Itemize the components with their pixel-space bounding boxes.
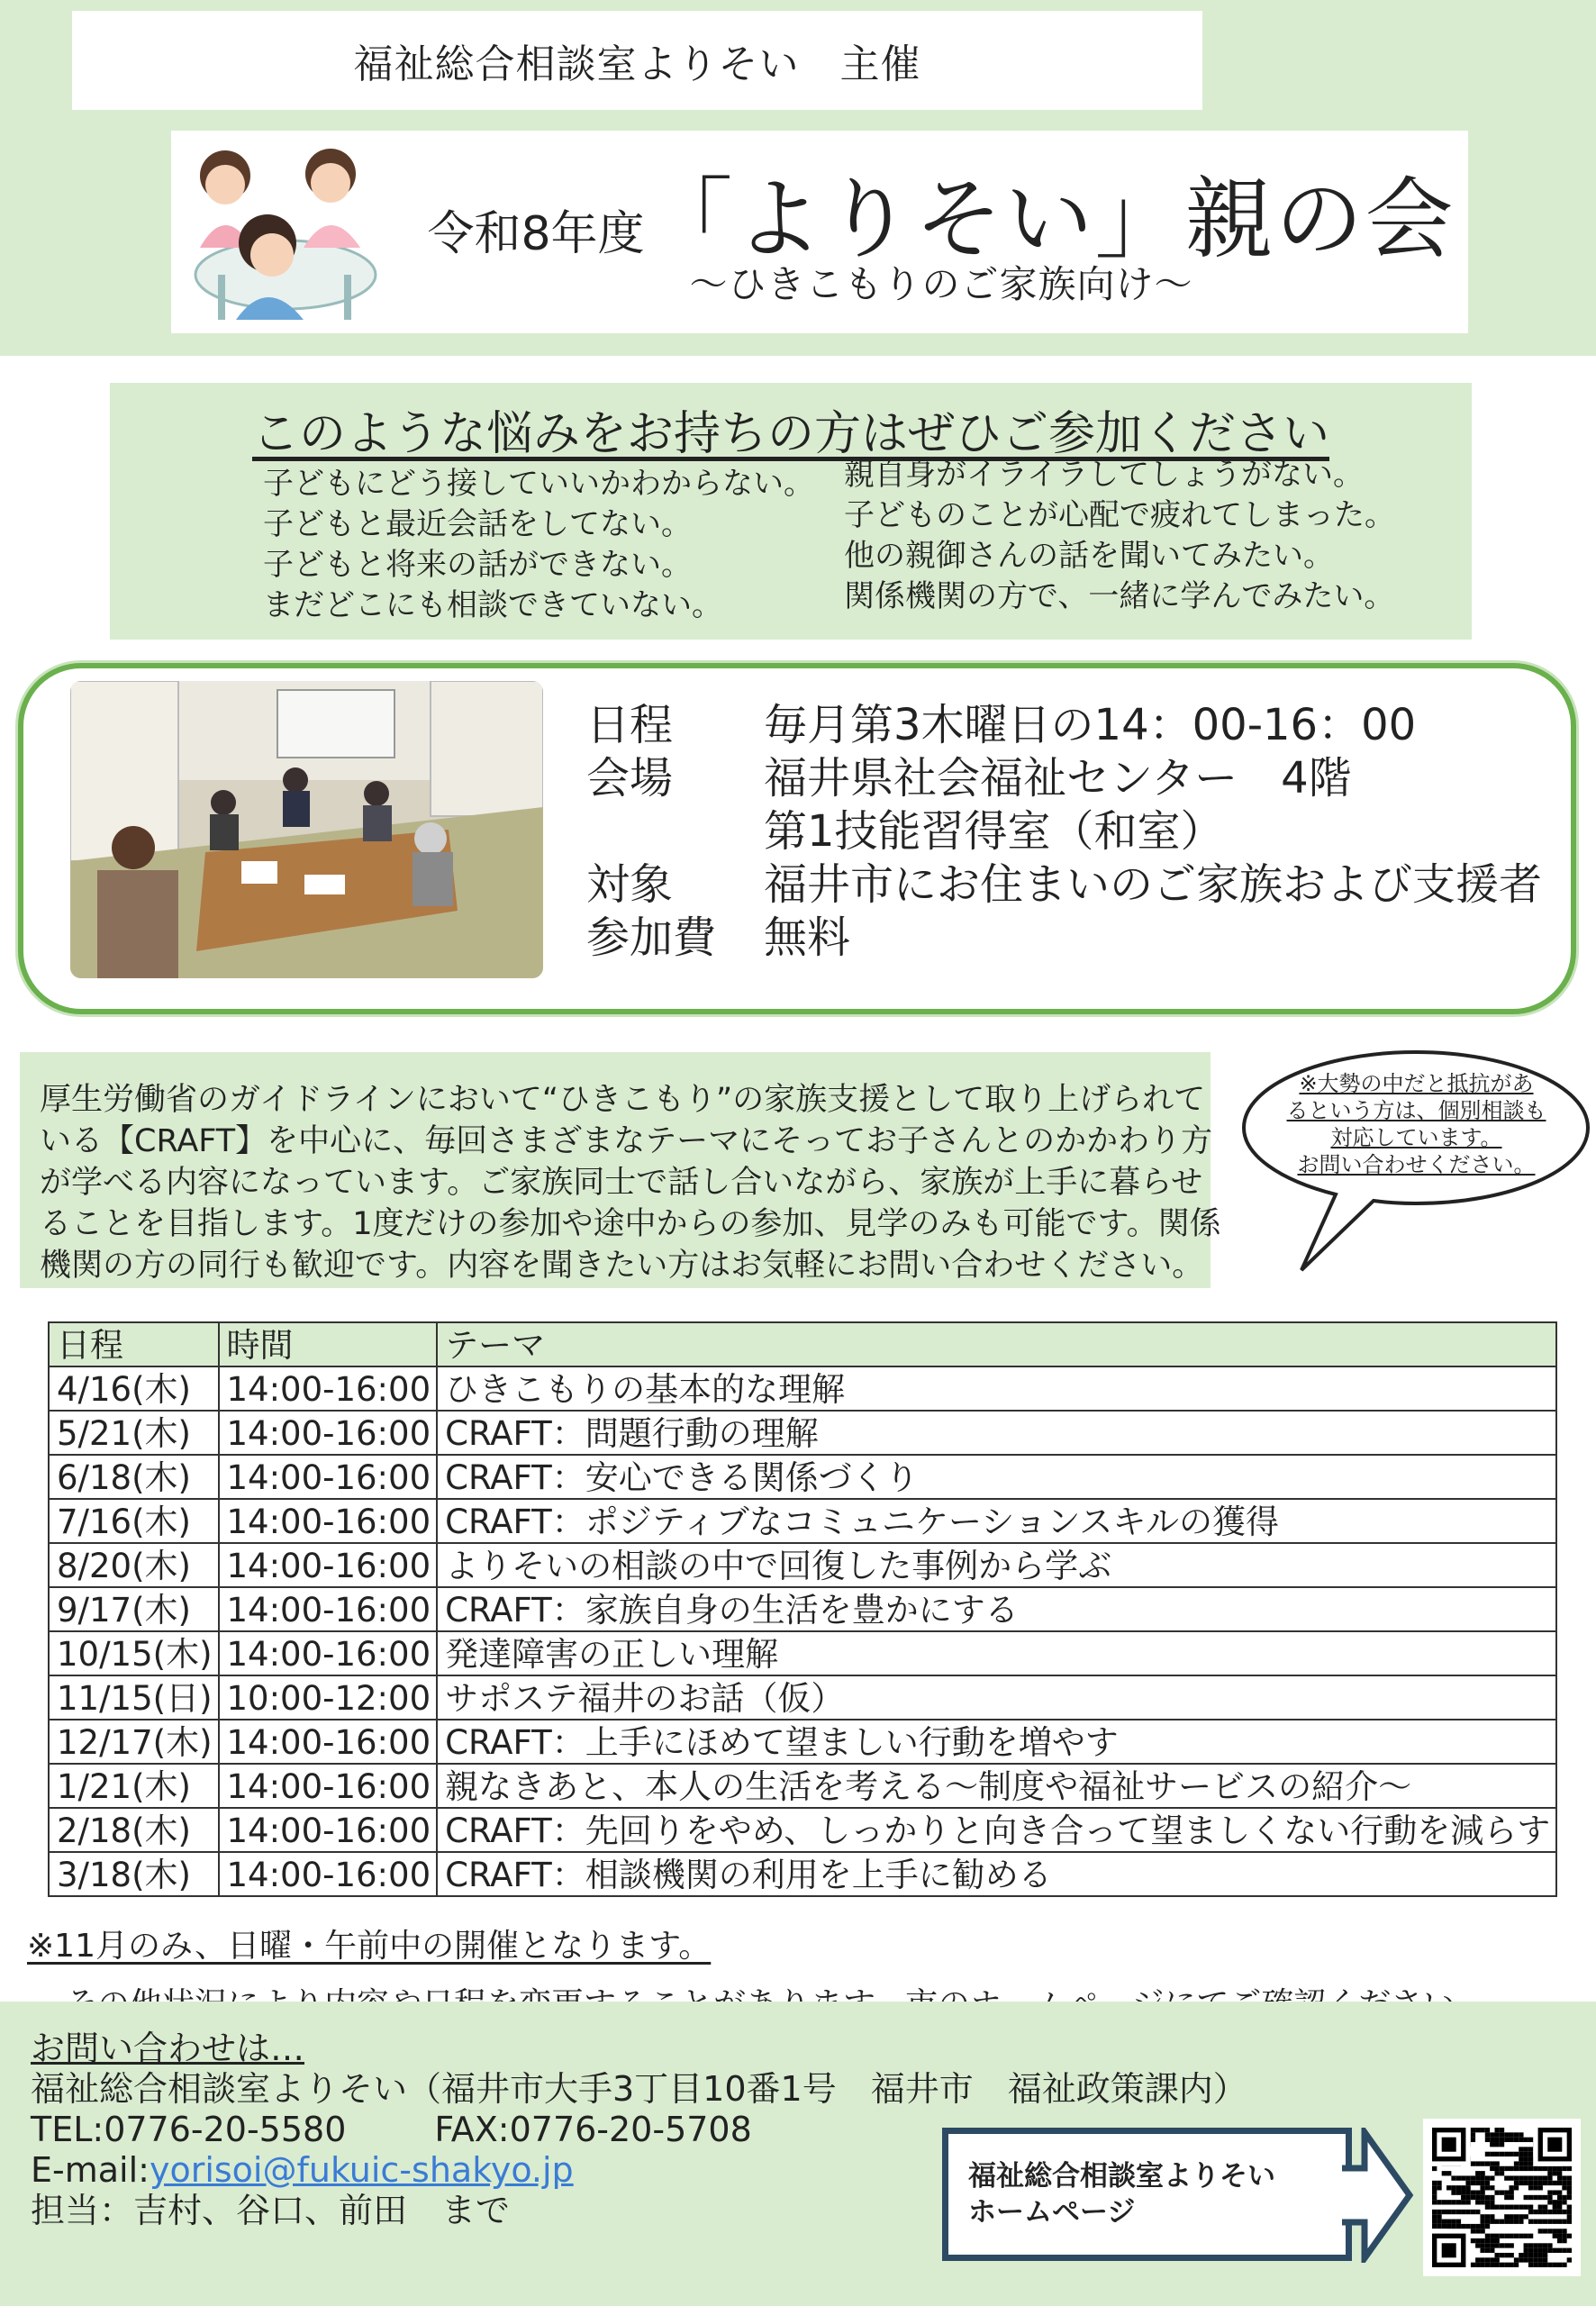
meeting-photo (70, 681, 543, 978)
bubble-text (1238, 1045, 1594, 1203)
cell-theme: CRAFT：問題行動の理解 (437, 1411, 1556, 1455)
contact-heading: お問い合わせは… (31, 2029, 305, 2068)
cell-time: 14:00-16:00 (219, 1499, 438, 1543)
description-line: いる【CRAFT】を中心に、毎回さまざまなテーマにそってお子さんとのかかわり方 (40, 1123, 1213, 1159)
description-line: 厚生労働省のガイドラインにおいて“ひきこもり”の家族支援として取り上げられて (40, 1082, 1206, 1118)
table-row (49, 1631, 1556, 1675)
email-label: E-mail: (31, 2150, 150, 2190)
host-text: 福祉総合相談室よりそい 主催 (353, 41, 921, 87)
cell-time: 14:00-16:00 (219, 1455, 438, 1499)
title-year: 令和8年度 (427, 207, 645, 261)
worries-heading: このような悩みをお持ちの方はぜひご参加ください (251, 407, 1329, 461)
schedule-table (48, 1321, 1557, 1897)
event-subtitle: ～ひきこもりのご家族向け～ (689, 262, 1193, 306)
event-info-box (18, 663, 1576, 1014)
table-row (49, 1587, 1556, 1631)
schedule-value: 毎月第3木曜日の14：00-16：00 (764, 700, 1417, 750)
cell-theme: サポステ福井のお話（仮） (437, 1675, 1556, 1720)
family-illustration-icon (182, 140, 380, 324)
venue-value: 福井県社会福祉センター 4階 (764, 753, 1352, 803)
cell-time: 14:00-16:00 (219, 1587, 438, 1631)
cell-date: 7/16(木) (49, 1499, 219, 1543)
worry-item: 他の親御さんの話を聞いてみたい。 (844, 538, 1334, 574)
table-row (49, 1543, 1556, 1587)
cell-time: 14:00-16:00 (219, 1411, 438, 1455)
table-row (49, 1411, 1556, 1455)
note-november: ※11月のみ、日曜・午前中の開催となります。 (27, 1928, 712, 1965)
table-row (49, 1366, 1556, 1411)
fee-value: 無料 (764, 912, 851, 963)
cell-date: 6/18(木) (49, 1455, 219, 1499)
bubble-line: 対応しています。 (1330, 1124, 1502, 1150)
cell-time: 14:00-16:00 (219, 1631, 438, 1675)
title-name: 「よりそい」親の会 (644, 168, 1455, 271)
contact-org: 福祉総合相談室よりそい（福井市大手3丁目10番1号 福井市 福祉政策課内） (31, 2069, 1247, 2109)
venue-room-value: 第1技能習得室（和室） (764, 806, 1224, 857)
worry-item: まだどこにも相談できていない。 (263, 587, 722, 623)
fee-label: 参加費 (586, 912, 717, 963)
detail-schedule (586, 699, 1542, 752)
header-time: 時間 (219, 1322, 438, 1366)
table-row (49, 1675, 1556, 1720)
worry-item: 子どもと将来の話ができない。 (263, 547, 692, 583)
table-row (49, 1852, 1556, 1896)
description-line: ることを目指します。1度だけの参加や途中からの参加、見学のみも可能です。関係 (40, 1206, 1221, 1242)
bubble-line: るという方は、個別相談も (1286, 1097, 1546, 1123)
description-line: 機関の方の同行も歓迎です。内容を聞きたい方はお気軽にお問い合わせください。 (40, 1248, 1204, 1284)
speech-bubble (1238, 1045, 1594, 1281)
cell-date: 11/15(日) (49, 1675, 219, 1720)
header-date: 日程 (49, 1322, 219, 1366)
cell-time: 14:00-16:00 (219, 1366, 438, 1411)
detail-fee (586, 912, 1542, 965)
cell-date: 12/17(木) (49, 1720, 219, 1764)
target-label: 対象 (586, 859, 674, 910)
worries-left-list (263, 464, 814, 626)
cell-theme: よりそいの相談の中で回復した事例から学ぶ (437, 1543, 1556, 1587)
contact-fax: FAX:0776-20-5708 (434, 2110, 752, 2149)
worry-item: 関係機関の方で、一緒に学んでみたい。 (844, 578, 1395, 614)
arrow-right-icon (1342, 2128, 1414, 2263)
title-box (171, 131, 1468, 333)
cell-date: 8/20(木) (49, 1543, 219, 1587)
cell-date: 1/21(木) (49, 1764, 219, 1808)
bubble-line: お問い合わせください。 (1297, 1151, 1536, 1177)
cell-date: 10/15(木) (49, 1631, 219, 1675)
cell-time: 14:00-16:00 (219, 1852, 438, 1896)
homepage-line: 福祉総合相談室よりそい (968, 2160, 1275, 2193)
cell-date: 5/21(木) (49, 1411, 219, 1455)
table-row (49, 1499, 1556, 1543)
cell-theme: CRAFT：相談機関の利用を上手に勧める (437, 1852, 1556, 1896)
table-row (49, 1455, 1556, 1499)
table-row (49, 1808, 1556, 1852)
worry-item: 子どもと最近会話をしてない。 (263, 506, 692, 542)
table-row (49, 1720, 1556, 1764)
email-link[interactable]: yorisoi@fukuic-shakyo.jp (149, 2150, 574, 2190)
contact-section (0, 2002, 1596, 2306)
cell-time: 14:00-16:00 (219, 1720, 438, 1764)
cell-time: 14:00-16:00 (219, 1808, 438, 1852)
target-value: 福井市にお住まいのご家族および支援者 (764, 859, 1543, 910)
worry-item: 親自身がイライラしてしょうがない。 (844, 457, 1364, 493)
bubble-line: ※大勢の中だと抵抗があ (1299, 1070, 1534, 1096)
host-label (72, 11, 1202, 110)
qr-code-icon (1432, 2128, 1572, 2267)
worries-section (110, 383, 1472, 640)
contact-tel: TEL:0776-20-5580 (31, 2110, 347, 2149)
detail-venue-room (586, 805, 1542, 858)
cell-theme: ひきこもりの基本的な理解 (437, 1366, 1556, 1411)
table-row (49, 1764, 1556, 1808)
cell-theme: 発達障害の正しい理解 (437, 1631, 1556, 1675)
description-line: が学べる内容になっています。ご家族同士で話し合いながら、家族が上手に暮らせ (40, 1165, 1203, 1201)
worry-item: 子どもにどう接していいかわからない。 (263, 466, 814, 502)
cell-time: 14:00-16:00 (219, 1764, 438, 1808)
cell-date: 9/17(木) (49, 1587, 219, 1631)
cell-theme: CRAFT：家族自身の生活を豊かにする (437, 1587, 1556, 1631)
table-header-row (49, 1322, 1556, 1366)
program-description (20, 1052, 1221, 1288)
qr-code[interactable] (1423, 2119, 1581, 2276)
cell-theme: 親なきあと、本人の生活を考える～制度や福祉サービスの紹介～ (437, 1764, 1556, 1808)
homepage-label-box (942, 2128, 1352, 2261)
cell-theme: CRAFT：ポジティブなコミュニケーションスキルの獲得 (437, 1499, 1556, 1543)
cell-date: 3/18(木) (49, 1852, 219, 1896)
detail-venue (586, 752, 1542, 805)
cell-date: 2/18(木) (49, 1808, 219, 1852)
cell-theme: CRAFT：先回りをやめ、しっかりと向き合って望ましくない行動を減らす (437, 1808, 1556, 1852)
event-details (586, 699, 1542, 965)
schedule-label: 日程 (586, 700, 674, 750)
detail-target (586, 858, 1542, 912)
venue-label: 会場 (586, 753, 674, 803)
cell-theme: CRAFT：上手にほめて望ましい行動を増やす (437, 1720, 1556, 1764)
homepage-line: ホームページ (968, 2196, 1136, 2229)
worries-right-list (844, 455, 1395, 617)
cell-time: 14:00-16:00 (219, 1543, 438, 1587)
cell-date: 4/16(木) (49, 1366, 219, 1411)
header-theme: テーマ (437, 1322, 1556, 1366)
contact-staff: 担当：吉村、谷口、前田 まで (31, 2191, 511, 2230)
cell-theme: CRAFT：安心できる関係づくり (437, 1455, 1556, 1499)
cell-time: 10:00-12:00 (219, 1675, 438, 1720)
worry-item: 子どものことが心配で疲れてしまった。 (844, 497, 1395, 533)
